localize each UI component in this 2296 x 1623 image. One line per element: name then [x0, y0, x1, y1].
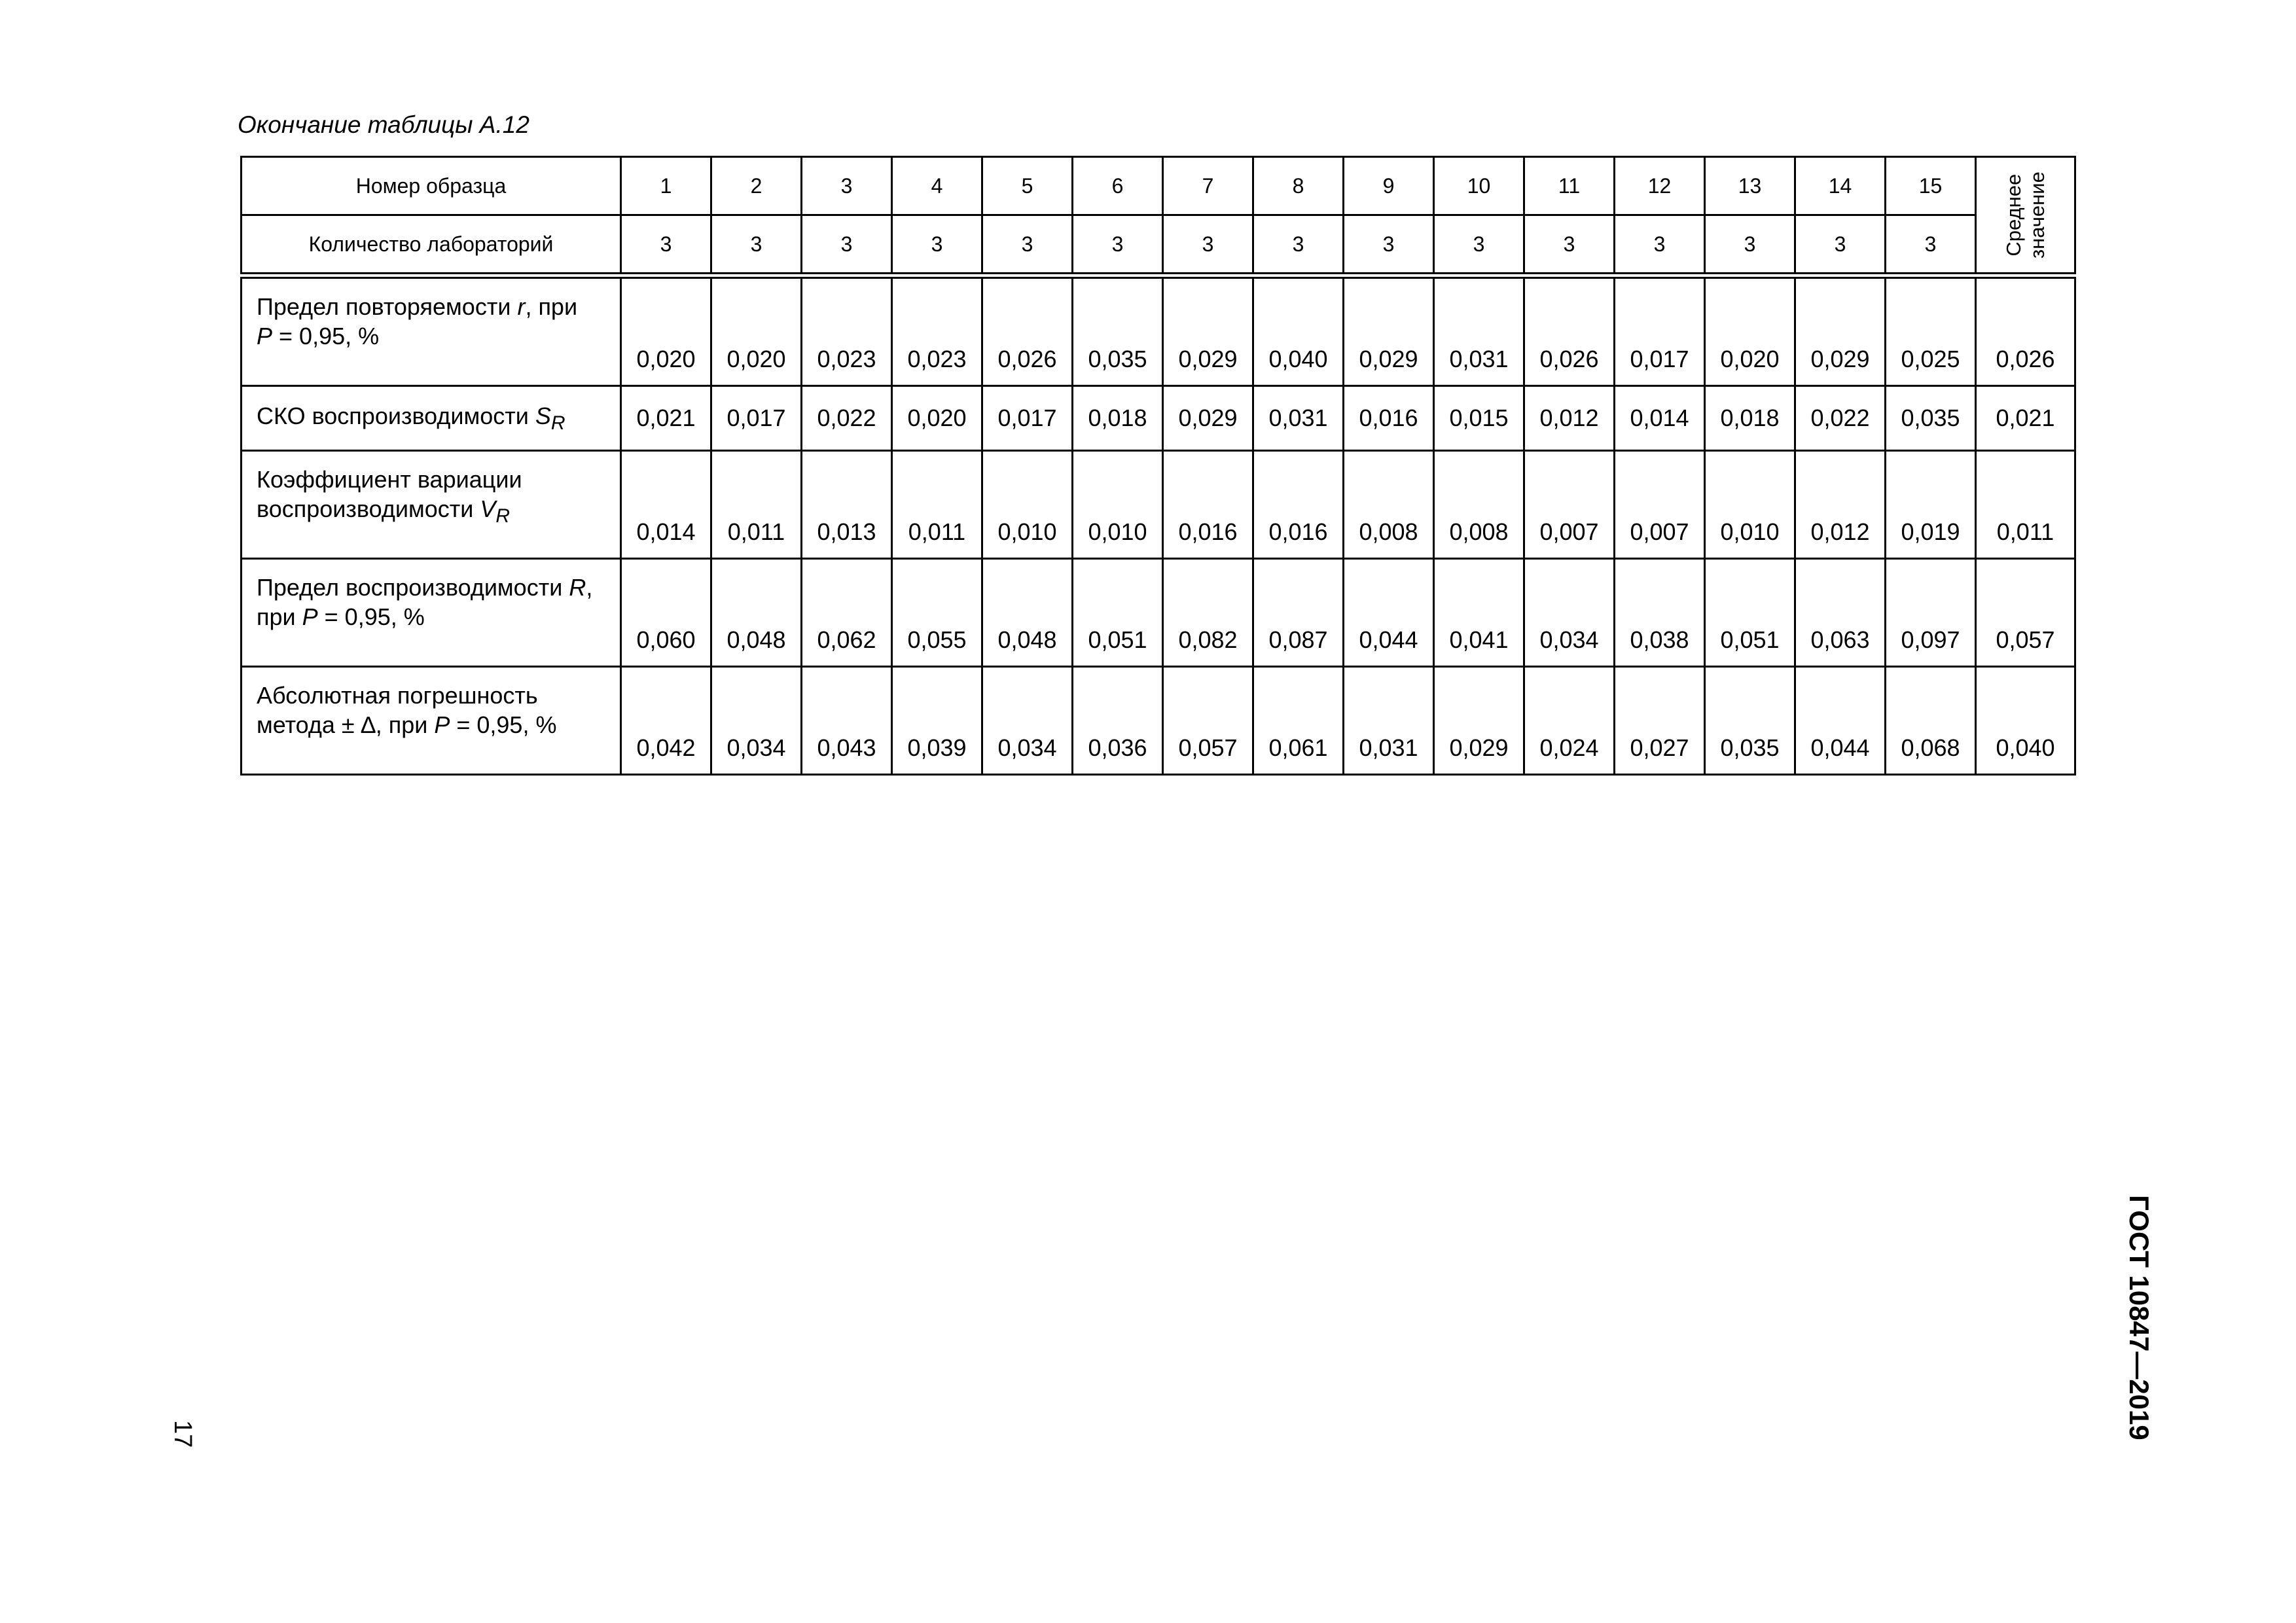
sample-number: 8	[1253, 157, 1344, 215]
table-cell: 0,039	[892, 667, 982, 775]
table-cell: 0,017	[711, 386, 802, 451]
table-cell: 0,051	[1073, 559, 1163, 667]
table-cell: 0,034	[1524, 559, 1615, 667]
row-label: Предел повторяемости r, при P = 0,95, %	[242, 276, 621, 386]
row-label: СКО воспроизводимости $S_R$	[242, 386, 621, 451]
lab-count: 3	[1434, 215, 1524, 276]
table-cell-mean: 0,021	[1976, 386, 2075, 451]
table-cell: 0,008	[1344, 451, 1434, 559]
table-cell: 0,040	[1253, 276, 1344, 386]
table-cell: 0,013	[802, 451, 892, 559]
table-cell: 0,018	[1073, 386, 1163, 451]
lab-count: 3	[621, 215, 711, 276]
page-number: 17	[169, 1420, 196, 1448]
sample-number: 13	[1705, 157, 1795, 215]
lab-count: 3	[1253, 215, 1344, 276]
lab-count: 3	[1344, 215, 1434, 276]
header-labs-label: Количество лабораторий	[242, 215, 621, 276]
row-label: Коэффициент вариации воспроизводимости $V_R$	[242, 451, 621, 559]
table-row-variation-coefficient	[242, 451, 2075, 559]
sample-number: 2	[711, 157, 802, 215]
table-cell: 0,082	[1163, 559, 1253, 667]
table-row-reproducibility-sd	[242, 386, 2075, 451]
table-cell: 0,062	[802, 559, 892, 667]
table-cell: 0,020	[711, 276, 802, 386]
header-row-labs	[242, 215, 2075, 276]
table-cell: 0,012	[1524, 386, 1615, 451]
table-cell: 0,017	[982, 386, 1073, 451]
mean-label-line2: значение	[2025, 171, 2049, 259]
table-cell: 0,043	[802, 667, 892, 775]
table-cell: 0,022	[802, 386, 892, 451]
table-cell: 0,015	[1434, 386, 1524, 451]
sample-number: 12	[1615, 157, 1705, 215]
sample-number: 6	[1073, 157, 1163, 215]
table-cell: 0,034	[982, 667, 1073, 775]
table-cell: 0,029	[1163, 276, 1253, 386]
table-cell: 0,060	[621, 559, 711, 667]
table-cell: 0,068	[1886, 667, 1976, 775]
table-row-repeatability-limit	[242, 276, 2075, 386]
table-cell: 0,063	[1795, 559, 1886, 667]
table-cell: 0,021	[621, 386, 711, 451]
lab-count: 3	[711, 215, 802, 276]
table-cell: 0,011	[892, 451, 982, 559]
table-cell-mean: 0,011	[1976, 451, 2075, 559]
precision-table	[240, 156, 2076, 776]
table-cell: 0,023	[802, 276, 892, 386]
table-cell: 0,035	[1886, 386, 1976, 451]
table-cell: 0,016	[1253, 451, 1344, 559]
sample-number: 1	[621, 157, 711, 215]
table-cell: 0,031	[1344, 667, 1434, 775]
table-cell: 0,029	[1163, 386, 1253, 451]
table-cell: 0,008	[1434, 451, 1524, 559]
table-cell: 0,018	[1705, 386, 1795, 451]
table-cell: 0,020	[1705, 276, 1795, 386]
table-cell: 0,016	[1163, 451, 1253, 559]
sample-number: 14	[1795, 157, 1886, 215]
sample-number: 7	[1163, 157, 1253, 215]
lab-count: 3	[1705, 215, 1795, 276]
table-cell: 0,017	[1615, 276, 1705, 386]
lab-count: 3	[1795, 215, 1886, 276]
sample-number: 10	[1434, 157, 1524, 215]
sample-number: 5	[982, 157, 1073, 215]
document-id: ГОСТ 10847—2019	[2124, 1195, 2155, 1440]
table-cell: 0,019	[1886, 451, 1976, 559]
table-cell: 0,026	[982, 276, 1073, 386]
table-cell-mean: 0,057	[1976, 559, 2075, 667]
table-cell: 0,044	[1795, 667, 1886, 775]
row-label: Предел воспроизводимости R, при P = 0,95, %	[242, 559, 621, 667]
table-cell: 0,097	[1886, 559, 1976, 667]
table-cell: 0,022	[1795, 386, 1886, 451]
table-cell: 0,048	[711, 559, 802, 667]
table-cell: 0,061	[1253, 667, 1344, 775]
table-cell: 0,031	[1253, 386, 1344, 451]
table-cell: 0,051	[1705, 559, 1795, 667]
table-cell: 0,029	[1434, 667, 1524, 775]
table-cell: 0,010	[1073, 451, 1163, 559]
table-cell: 0,044	[1344, 559, 1434, 667]
lab-count: 3	[1615, 215, 1705, 276]
mean-value-header	[1976, 157, 2075, 276]
table-cell: 0,034	[711, 667, 802, 775]
table-cell: 0,031	[1434, 276, 1524, 386]
table-cell: 0,048	[982, 559, 1073, 667]
sample-number: 15	[1886, 157, 1976, 215]
table-cell: 0,041	[1434, 559, 1524, 667]
table-cell: 0,038	[1615, 559, 1705, 667]
table-cell: 0,012	[1795, 451, 1886, 559]
table-cell-mean: 0,026	[1976, 276, 2075, 386]
sample-number: 9	[1344, 157, 1434, 215]
lab-count: 3	[892, 215, 982, 276]
table-cell: 0,007	[1524, 451, 1615, 559]
table-cell: 0,011	[711, 451, 802, 559]
table-cell: 0,087	[1253, 559, 1344, 667]
lab-count: 3	[1524, 215, 1615, 276]
lab-count: 3	[1163, 215, 1253, 276]
lab-count: 3	[1886, 215, 1976, 276]
header-row-sample	[242, 157, 2075, 215]
row-label: Абсолютная погрешность метода ± ∆, при P = 0,95, %	[242, 667, 621, 775]
lab-count: 3	[802, 215, 892, 276]
table-cell-mean: 0,040	[1976, 667, 2075, 775]
table-cell: 0,027	[1615, 667, 1705, 775]
lab-count: 3	[982, 215, 1073, 276]
lab-count: 3	[1073, 215, 1163, 276]
table-cell: 0,029	[1344, 276, 1434, 386]
table-cell: 0,016	[1344, 386, 1434, 451]
table-cell: 0,024	[1524, 667, 1615, 775]
table-row-reproducibility-limit	[242, 559, 2075, 667]
table-cell: 0,029	[1795, 276, 1886, 386]
sample-number: 4	[892, 157, 982, 215]
table-row-absolute-error	[242, 667, 2075, 775]
table-cell: 0,036	[1073, 667, 1163, 775]
table-cell: 0,020	[621, 276, 711, 386]
table-cell: 0,007	[1615, 451, 1705, 559]
sample-number: 11	[1524, 157, 1615, 215]
table-cell: 0,035	[1073, 276, 1163, 386]
table-cell: 0,014	[1615, 386, 1705, 451]
table-cell: 0,023	[892, 276, 982, 386]
table-cell: 0,057	[1163, 667, 1253, 775]
table-cell: 0,014	[621, 451, 711, 559]
table-cell: 0,010	[982, 451, 1073, 559]
table-cell: 0,010	[1705, 451, 1795, 559]
header-sample-label: Номер образца	[242, 157, 621, 215]
sample-number: 3	[802, 157, 892, 215]
table-cell: 0,035	[1705, 667, 1795, 775]
table-cell: 0,020	[892, 386, 982, 451]
table-cell: 0,026	[1524, 276, 1615, 386]
table-cell: 0,055	[892, 559, 982, 667]
table-cell: 0,025	[1886, 276, 1976, 386]
table-caption: Окончание таблицы А.12	[238, 111, 529, 138]
mean-label-line1: Среднее	[2001, 173, 2025, 257]
table-cell: 0,042	[621, 667, 711, 775]
